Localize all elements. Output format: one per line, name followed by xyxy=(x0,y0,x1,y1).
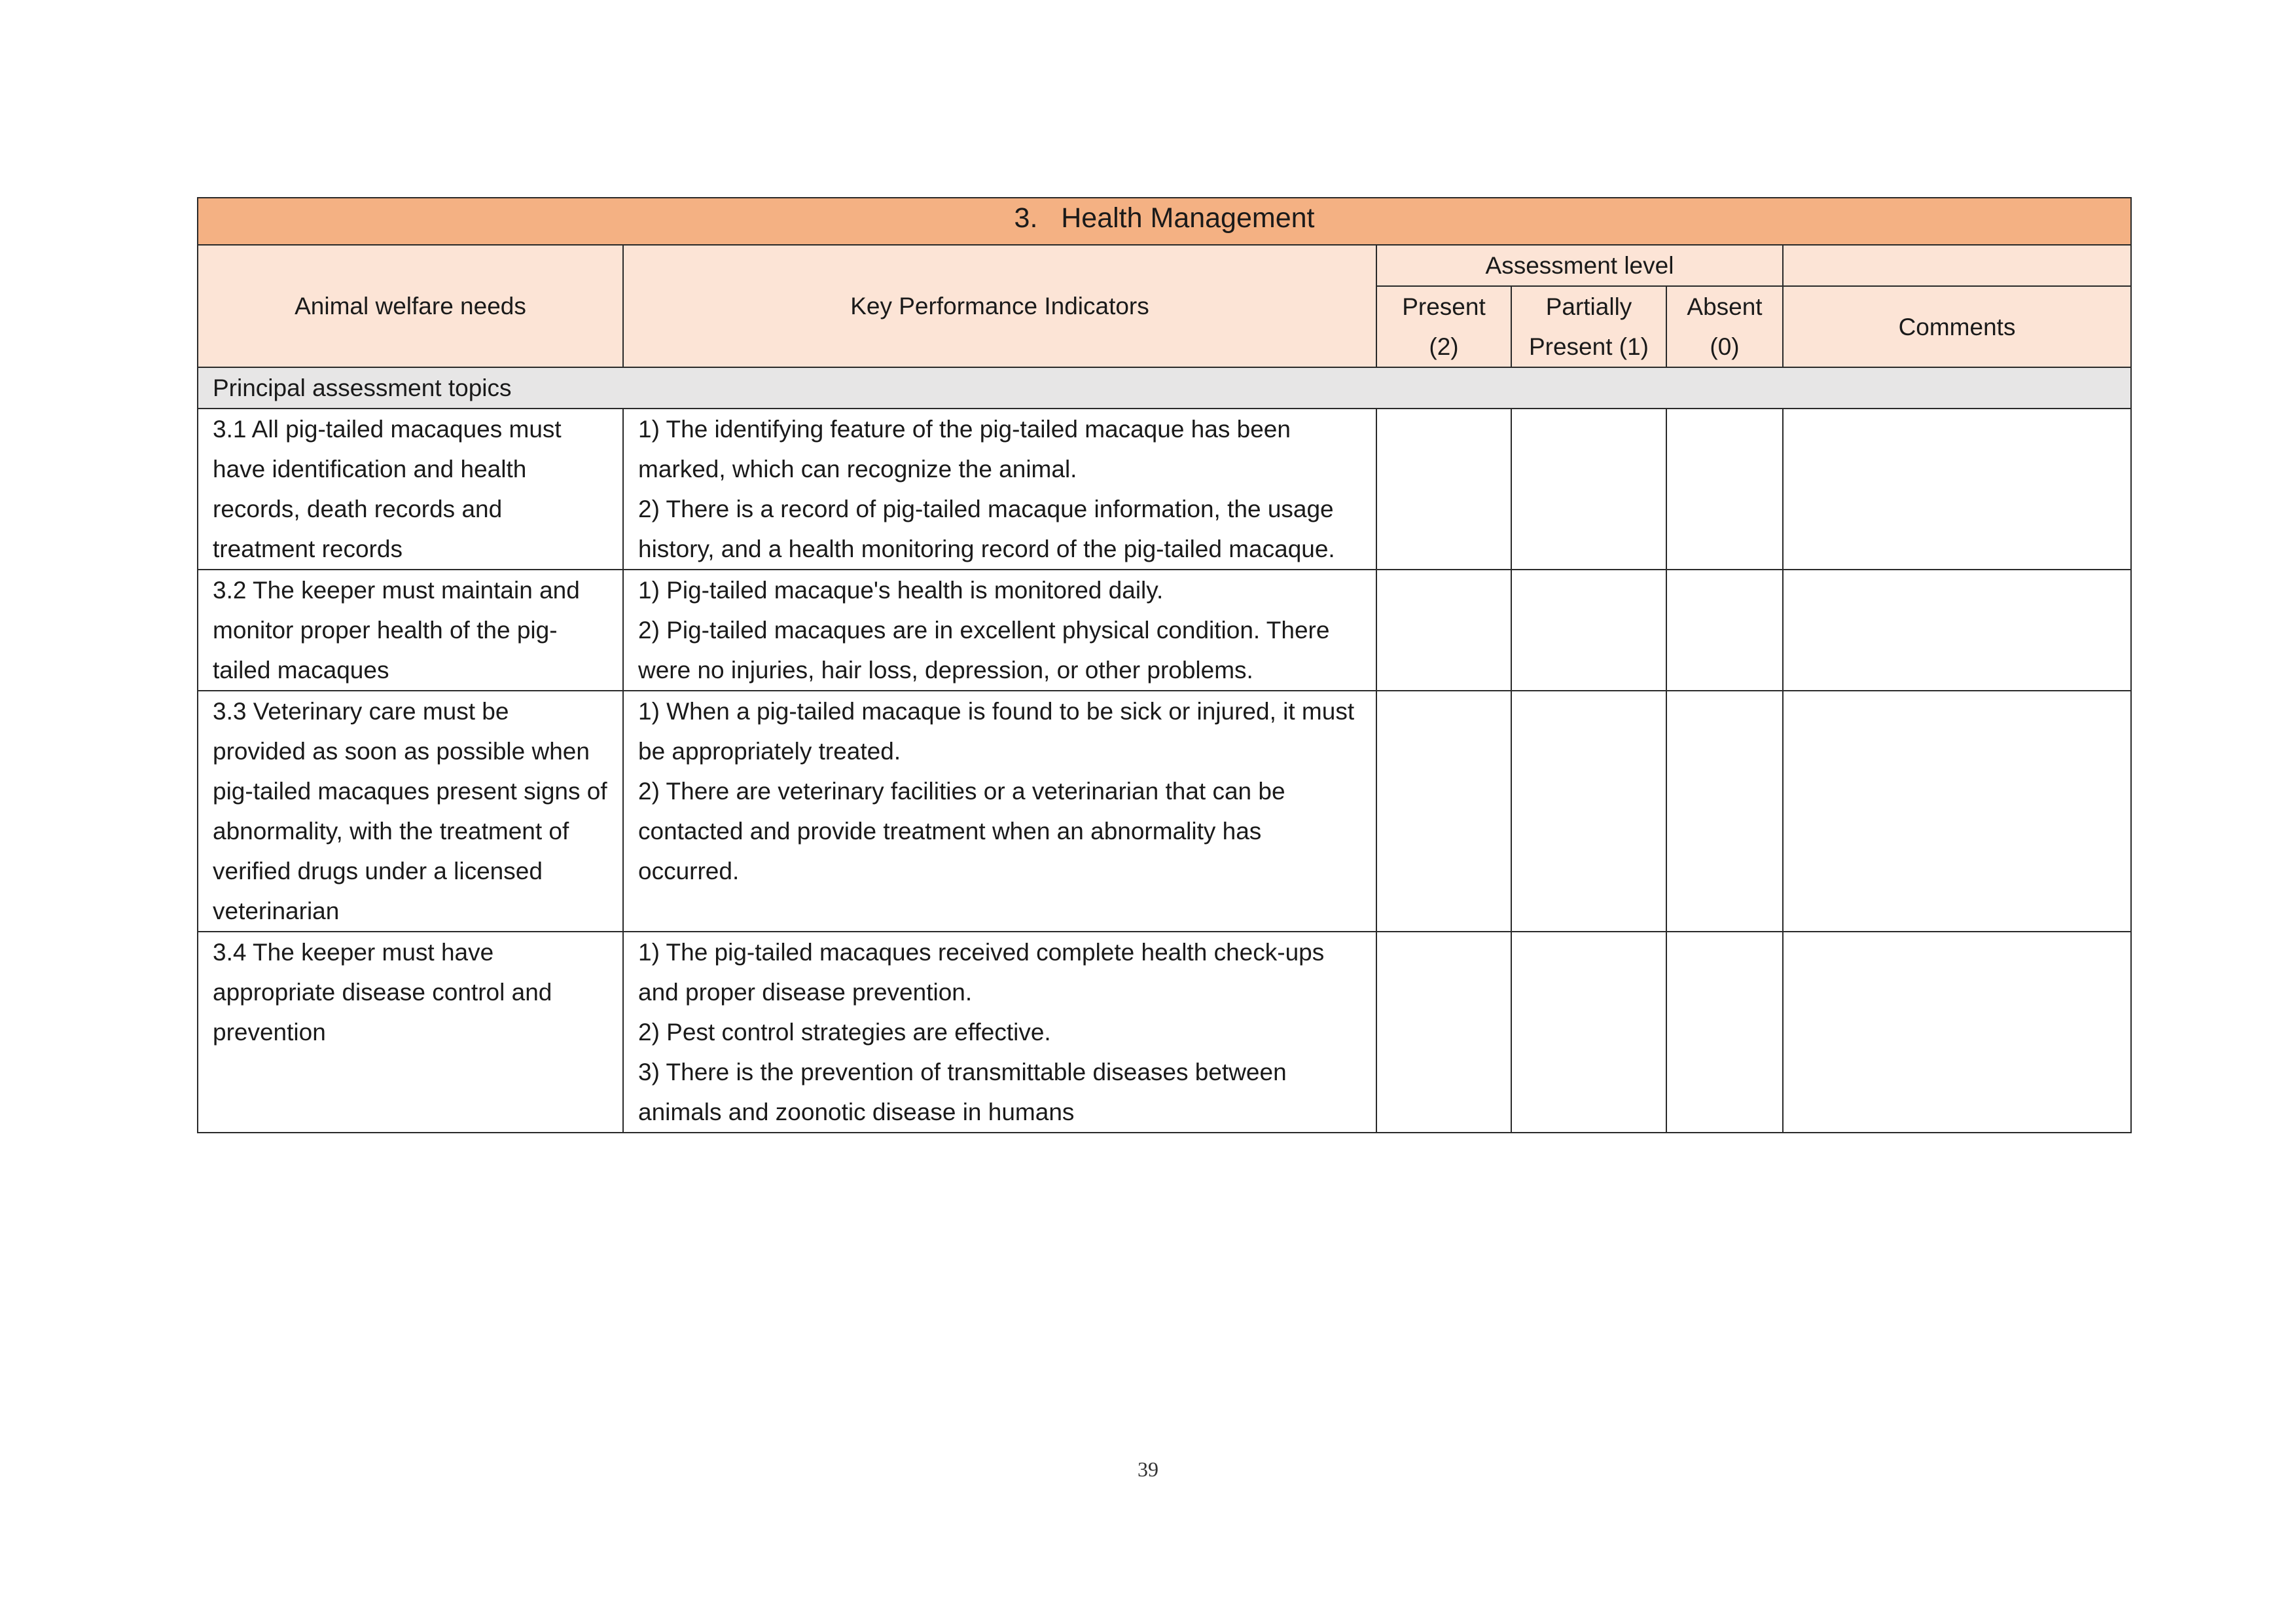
comments-cell[interactable] xyxy=(1783,932,2131,1133)
section-number: 3. xyxy=(1014,202,1038,234)
section-title-row xyxy=(198,198,2131,245)
principal-topics-label: Principal assessment topics xyxy=(198,367,2131,409)
kpi-item: 1) The identifying feature of the pig-tailed macaque has been marked, which can recognize the animal. xyxy=(638,416,1291,483)
partially-present-score-cell[interactable] xyxy=(1511,409,1666,570)
welfare-need-cell: 3.4 The keeper must have appropriate disease control and prevention xyxy=(198,932,623,1133)
present-score-cell[interactable] xyxy=(1376,932,1511,1133)
kpi-item: 2) Pig-tailed macaques are in excellent physical condition. There were no injuries, hair loss, depression, or other problems. xyxy=(638,617,1330,684)
kpi-cell xyxy=(623,691,1376,932)
section-title xyxy=(198,198,2131,245)
partially-present-score-cell[interactable] xyxy=(1511,691,1666,932)
present-score-cell[interactable] xyxy=(1376,409,1511,570)
partially-present-score-cell[interactable] xyxy=(1511,932,1666,1133)
header-present: Present (2) xyxy=(1376,286,1511,367)
absent-score-cell[interactable] xyxy=(1666,691,1783,932)
welfare-need-cell: 3.1 All pig-tailed macaques must have identification and health records, death records and treatment records xyxy=(198,409,623,570)
partially-present-score-cell[interactable] xyxy=(1511,570,1666,691)
header-comments-spacer xyxy=(1783,245,2131,286)
table-row xyxy=(198,932,2131,1133)
header-absent: Absent (0) xyxy=(1666,286,1783,367)
header-row xyxy=(198,245,2131,286)
table-row xyxy=(198,691,2131,932)
welfare-need-cell: 3.2 The keeper must maintain and monitor proper health of the pig-tailed macaques xyxy=(198,570,623,691)
kpi-item: 2) There is a record of pig-tailed macaque information, the usage history, and a health monitoring record of the pig-tailed macaque. xyxy=(638,496,1335,562)
kpi-item: 1) The pig-tailed macaques received complete health check-ups and proper disease prevention. xyxy=(638,939,1325,1006)
absent-score-cell[interactable] xyxy=(1666,570,1783,691)
header-assessment-level: Assessment level xyxy=(1376,245,1783,286)
absent-score-cell[interactable] xyxy=(1666,932,1783,1133)
absent-score-cell[interactable] xyxy=(1666,409,1783,570)
header-animal-welfare-needs: Animal welfare needs xyxy=(198,245,623,367)
table-row xyxy=(198,409,2131,570)
health-management-table xyxy=(197,197,2132,1133)
page-number: 39 xyxy=(1138,1457,1158,1481)
kpi-cell xyxy=(623,932,1376,1133)
welfare-need-cell: 3.3 Veterinary care must be provided as soon as possible when pig-tailed macaques present signs of abnormality, with the treatment of verified drugs under a licensed veterinarian xyxy=(198,691,623,932)
present-score-cell[interactable] xyxy=(1376,570,1511,691)
present-score-cell[interactable] xyxy=(1376,691,1511,932)
kpi-item: 2) There are veterinary facilities or a veterinarian that can be contacted and provide treatment when an abnormality has occurred. xyxy=(638,778,1285,884)
kpi-cell xyxy=(623,409,1376,570)
section-name: Health Management xyxy=(1061,202,1315,234)
header-key-performance-indicators: Key Performance Indicators xyxy=(623,245,1376,367)
kpi-item: 1) Pig-tailed macaque's health is monitored daily. xyxy=(638,577,1164,604)
header-comments: Comments xyxy=(1783,286,2131,367)
principal-topics-row xyxy=(198,367,2131,409)
kpi-cell xyxy=(623,570,1376,691)
comments-cell[interactable] xyxy=(1783,691,2131,932)
kpi-item: 2) Pest control strategies are effective. xyxy=(638,1019,1051,1046)
comments-cell[interactable] xyxy=(1783,570,2131,691)
kpi-item: 3) There is the prevention of transmittable diseases between animals and zoonotic disease in humans xyxy=(638,1059,1287,1125)
kpi-item: 1) When a pig-tailed macaque is found to be sick or injured, it must be appropriately treated. xyxy=(638,698,1355,765)
table-row xyxy=(198,570,2131,691)
header-partially-present: Partially Present (1) xyxy=(1511,286,1666,367)
comments-cell[interactable] xyxy=(1783,409,2131,570)
